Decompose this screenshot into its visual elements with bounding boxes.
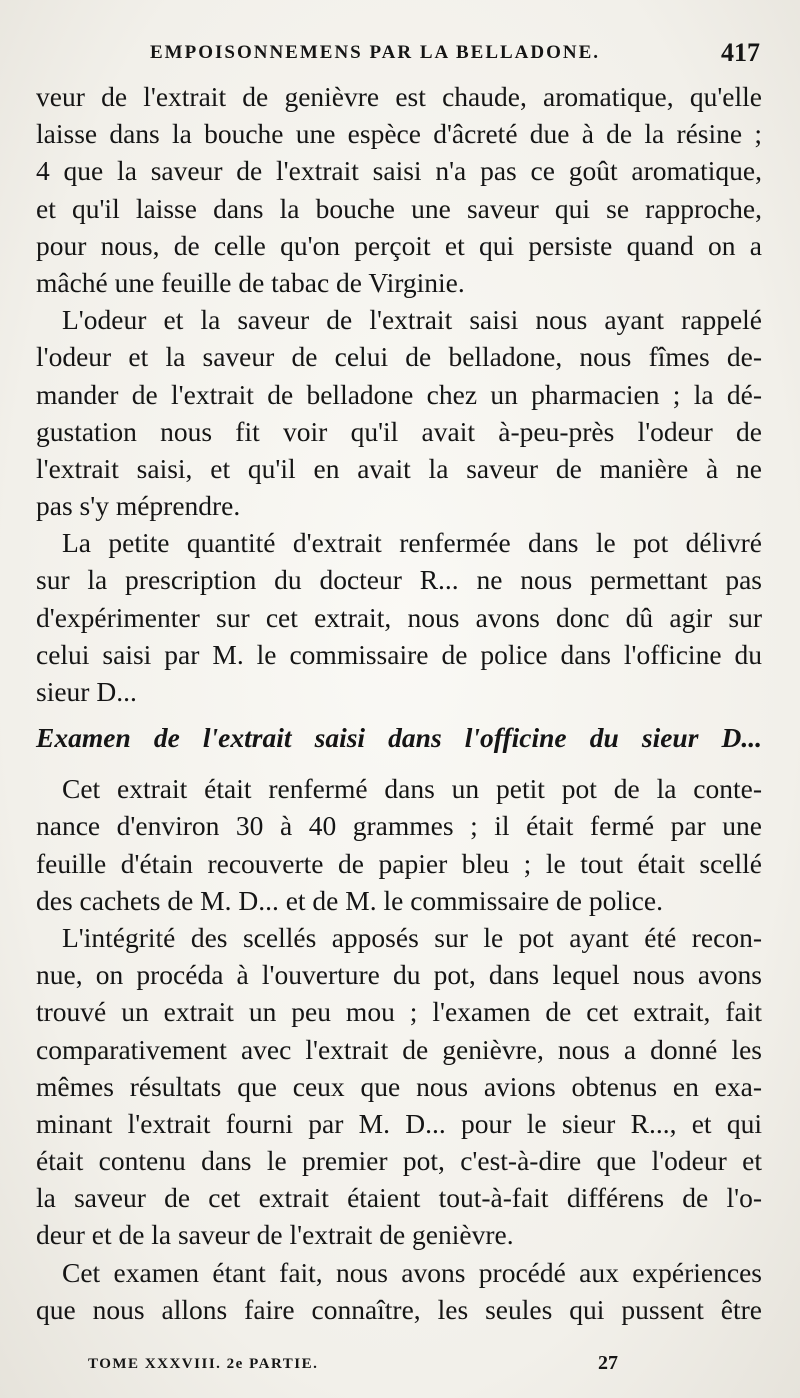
running-head bbox=[0, 38, 800, 72]
text-line: feuille d'étain recouverte de papier bleu ; le tout était scellé bbox=[36, 847, 762, 879]
text-line: Cet examen étant fait, nous avons procédé aux expériences bbox=[62, 1256, 762, 1288]
text-line: mâché une feuille de tabac de Virginie. bbox=[36, 266, 465, 298]
paragraph bbox=[36, 770, 762, 919]
text-line: deur et de la saveur de l'extrait de genièvre. bbox=[36, 1219, 514, 1251]
text-line: sur la prescription du docteur R... ne nous permettant pas bbox=[36, 564, 762, 596]
gathering-signature: 27 bbox=[598, 1352, 618, 1374]
text-line: minant l'extrait fourni par M. D... pour le sieur R..., et qui bbox=[36, 1107, 762, 1139]
text-line: mander de l'extrait de belladone chez un pharmacien ; la dé- bbox=[36, 378, 762, 410]
text-line: La petite quantité d'extrait renfermée dans le pot délivré bbox=[62, 527, 762, 559]
text-line: que nous allons faire connaître, les seules qui pussent être bbox=[36, 1293, 762, 1325]
text-line: et qu'il laisse dans la bouche une saveur qui se rapproche, bbox=[36, 192, 762, 224]
text-line: trouvé un extrait un peu mou ; l'examen de cet extrait, fait bbox=[36, 996, 762, 1028]
text-line: mêmes résultats que ceux que nous avions obtenus en exa- bbox=[36, 1070, 762, 1102]
text-line: pour nous, de celle qu'on perçoit et qui persiste quand on a bbox=[36, 229, 762, 261]
text-line: l'extrait saisi, et qu'il en avait la saveur de manière à ne bbox=[36, 452, 762, 484]
text-line: L'intégrité des scellés apposés sur le pot ayant été recon- bbox=[62, 921, 762, 953]
text-line: L'odeur et la saveur de l'extrait saisi nous ayant rappelé bbox=[62, 304, 762, 336]
running-title: EMPOISONNEMENS PAR LA BELLADONE. bbox=[150, 42, 601, 63]
section-heading: Examen de l'extrait saisi dans l'officine du sieur D... bbox=[36, 722, 762, 754]
page-footer bbox=[0, 1352, 800, 1382]
text-line: la saveur de cet extrait étaient tout-à-fait différens de l'o- bbox=[36, 1182, 762, 1214]
paragraph bbox=[36, 524, 762, 710]
text-line: d'expérimenter sur cet extrait, nous avons donc dû agir sur bbox=[36, 601, 762, 633]
text-line: Cet extrait était renfermé dans un petit pot de la conte- bbox=[62, 773, 762, 805]
text-line: gustation nous fit voir qu'il avait à-peu-près l'odeur de bbox=[36, 415, 762, 447]
volume-signature: TOME XXXVIII. 2e PARTIE. bbox=[88, 1356, 319, 1372]
text-line: était contenu dans le premier pot, c'est-à-dire que l'odeur et bbox=[36, 1145, 762, 1177]
paragraph bbox=[36, 301, 762, 524]
paragraph bbox=[36, 919, 762, 1254]
text-line: celui saisi par M. le commissaire de police dans l'officine du bbox=[36, 638, 762, 670]
paragraph bbox=[36, 78, 762, 301]
text-line: 4 que la saveur de l'extrait saisi n'a pas ce goût aromatique, bbox=[36, 155, 762, 187]
paragraph bbox=[36, 1254, 762, 1328]
text-line: laisse dans la bouche une espèce d'âcreté due à de la résine ; bbox=[36, 118, 762, 150]
text-line: l'odeur et la saveur de celui de belladone, nous fîmes de- bbox=[36, 341, 762, 373]
page-number: 417 bbox=[721, 38, 760, 67]
text-line: nance d'environ 30 à 40 grammes ; il était fermé par une bbox=[36, 810, 762, 842]
text-line: des cachets de M. D... et de M. le commissaire de police. bbox=[36, 884, 663, 916]
text-line: nue, on procéda à l'ouverture du pot, dans lequel nous avons bbox=[36, 959, 762, 991]
text-line: veur de l'extrait de genièvre est chaude, aromatique, qu'elle bbox=[36, 81, 762, 112]
page-body bbox=[36, 78, 762, 1328]
text-line: comparativement avec l'extrait de genièvre, nous a donné les bbox=[36, 1033, 762, 1065]
text-line: sieur D... bbox=[36, 676, 137, 707]
text-line: pas s'y méprendre. bbox=[36, 490, 241, 522]
